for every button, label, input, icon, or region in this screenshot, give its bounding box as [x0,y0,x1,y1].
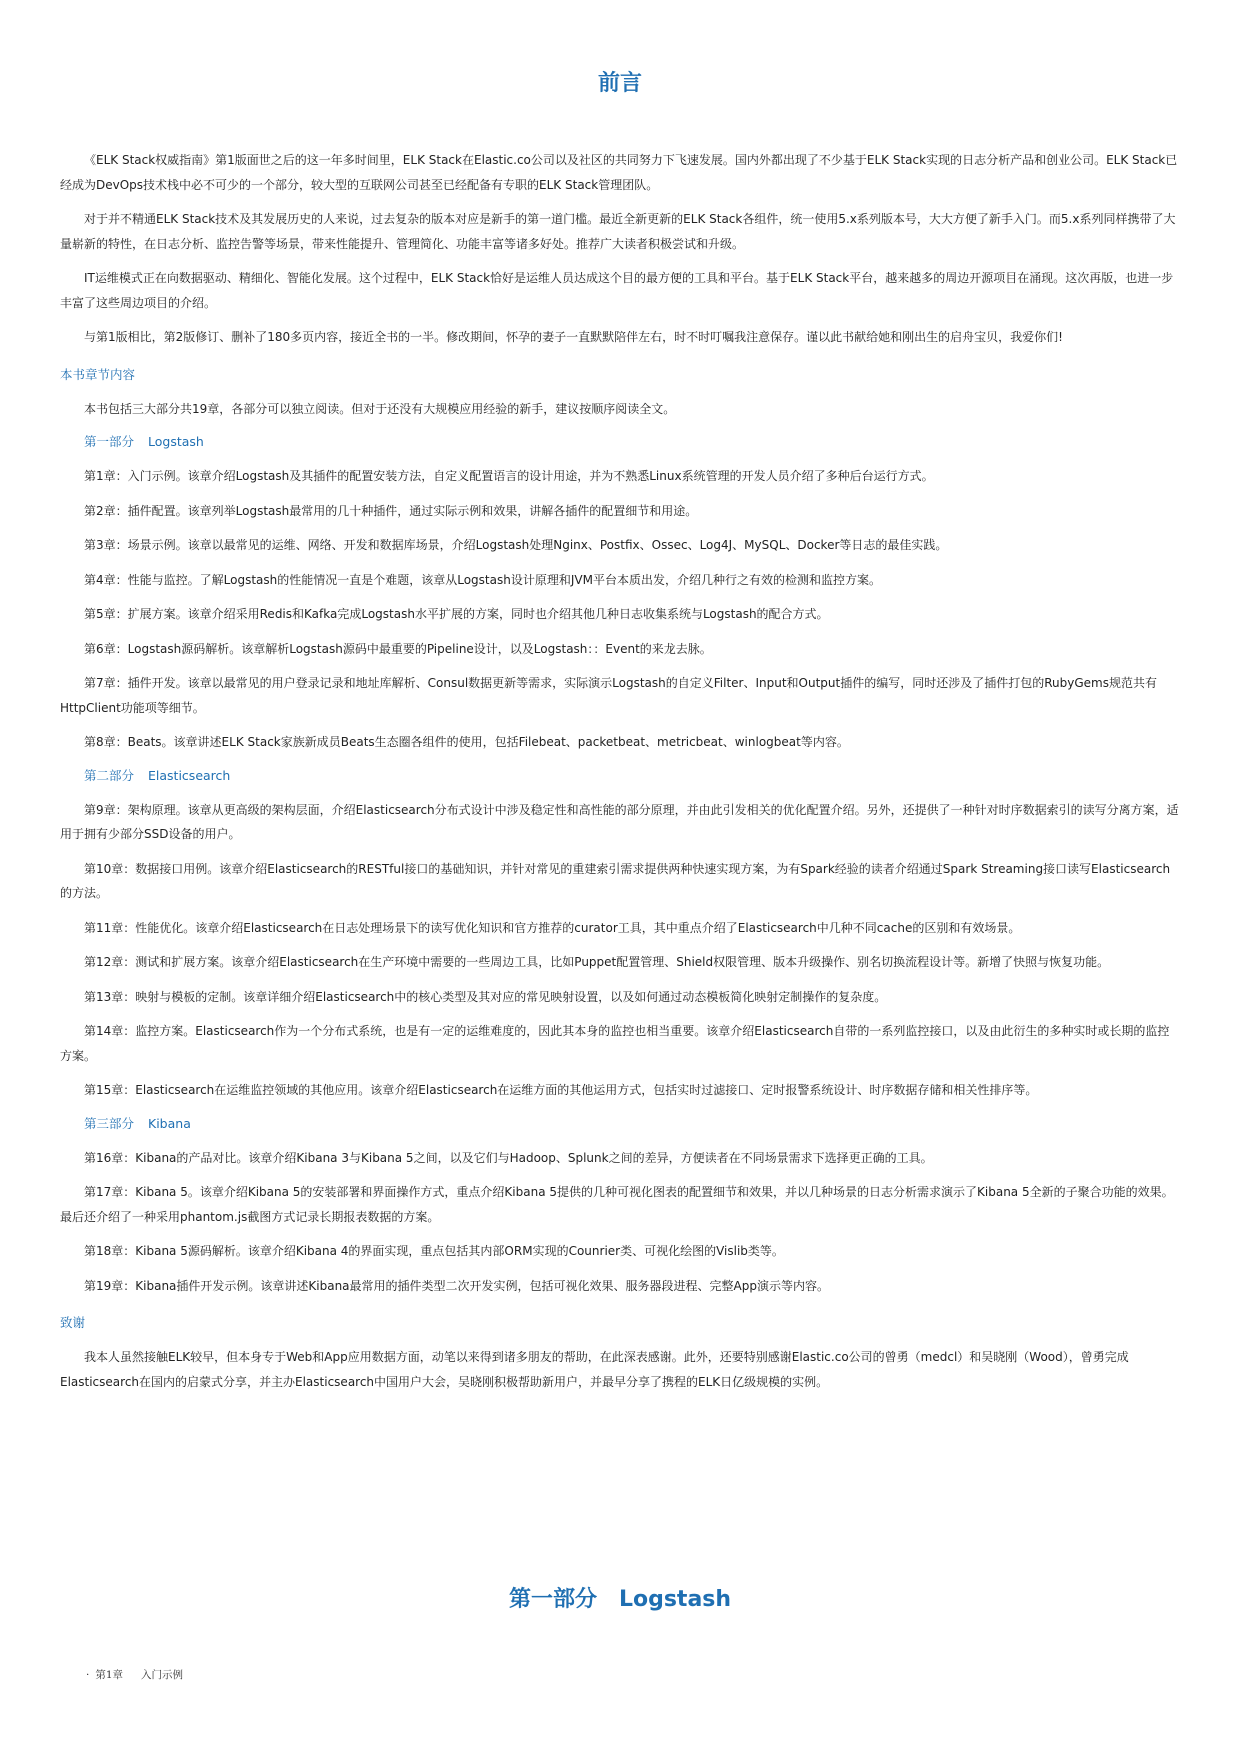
footer-chapter-number: 第1章 [95,1669,124,1681]
section-heading-thanks: 致谢 [60,1315,86,1330]
chapter-summary: 第19章：Kibana插件开发示例。该章讲述Kibana最常用的插件类型二次开发实例，包括可视化效果、服务器段进程、完整App演示等内容。 [84,1278,829,1293]
section-heading-chapters: 本书章节内容 [60,366,136,382]
part-label: 第三部分 [84,1115,135,1131]
chapter-summary: 第18章：Kibana 5源码解析。该章介绍Kibana 4的界面实现，重点包括其内部ORM实现的Counrier类、可视化绘图的Vislib类等。 [84,1244,784,1258]
chapters-intro: 本书包括三大部分共19章，各部分可以独立阅读。但对于还没有大规模应用经验的新手，建议按顺序阅读全文。 [84,401,676,416]
page-title: 前言 [597,71,642,96]
part-heading-elasticsearch [60,764,1180,788]
chapter-summary: 第3章：场景示例。该章以最常见的运维、网络、开发和数据库场景，介绍Logstash处理Nginx、Postfix、Ossec、Log4J、MySQL、Docker等日志的最佳实践。 [84,538,948,552]
chapter-summary: 第13章：映射与模板的定制。该章详细介绍Elasticsearch中的核心类型及其对应的常见映射设置，以及如何通过动态模板简化映射定制操作的复杂度。 [84,989,887,1004]
part-name: Elasticsearch [148,767,231,783]
part-one-title [0,1582,1240,1613]
part-heading-kibana [60,1112,1180,1136]
footer-dot: · [86,1669,90,1681]
chapter-summary: 第16章：Kibana的产品对比。该章介绍Kibana 3与Kibana 5之间，以及它们与Hadoop、Splunk之间的差异，方便读者在不同场景需求下选择更正确的工具。 [84,1150,933,1165]
part-title-name: Logstash [618,1587,732,1612]
part-label: 第一部分 [84,434,135,449]
chapter-summary: 第11章：性能优化。该章介绍Elasticsearch在日志处理场景下的读写优化知识和官方推荐的curator工具，其中重点介绍了Elasticsearch中几种不同cache的区别和有效场景。 [84,920,1021,935]
thanks-paragraph: 我本人虽然接触ELK较早，但本身专于Web和App应用数据方面，动笔以来得到诸多朋友的帮助，在此深表感谢。此外，还要特别感谢Elastic.co公司的曾勇（medcl）和吴晓刚（Wood），曾勇完成Elasticsearch在国内的启蒙式分享，并主办Elasticsearch中国用户大会，吴晓刚积极帮助新用户，并最早分享了携程的ELK日亿级规模的实例。 [60,1350,1129,1389]
chapter-summary: 第8章：Beats。该章讲述ELK Stack家族新成员Beats生态圈各组件的使用，包括Filebeat、packetbeat、metricbeat、winlogbeat等内容。 [84,735,849,749]
chapter-summary: 第6章：Logstash源码解析。该章解析Logstash源码中最重要的Pipeline设计，以及Logstash：：Event的来龙去脉。 [84,641,712,656]
page-footer [86,1667,183,1682]
preface-body [60,148,1180,1394]
chapter-summary: 第14章：监控方案。Elasticsearch作为一个分布式系统，也是有一定的运维难度的，因此其本身的监控也相当重要。该章介绍Elasticsearch自带的一系列监控接口，以及由此衍生的多种实时或长期的监控方案。 [60,1024,1170,1063]
chapter-summary: 第9章：架构原理。该章从更高级的架构层面，介绍Elasticsearch分布式设计中涉及稳定性和高性能的部分原理，并由此引发相关的优化配置介绍。另外，还提供了一种针对时序数据索引的读写分离方案，适用于拥有少部分SSD设备的用户。 [60,802,1179,841]
chapter-summary: 第10章：数据接口用例。该章介绍Elasticsearch的RESTful接口的基础知识，并针对常见的重建索引需求提供两种快速实现方案，为有Spark经验的读者介绍通过Spark Streaming接口读写Elasticsearch的方法。 [60,861,1171,900]
chapter-summary: 第17章：Kibana 5。该章介绍Kibana 5的安装部署和界面操作方式，重点介绍Kibana 5提供的几种可视化图表的配置细节和效果，并以几种场景的日志分析需求演示了Kibana 5全新的子聚合功能的效果。最后还介绍了一种采用phantom.js截图方式记录长期报表数据的方案。 [60,1185,1174,1224]
intro-paragraph-4: 与第1版相比，第2版修订、删补了180多页内容，接近全书的一半。修改期间，怀孕的妻子一直默默陪伴左右，时不时叮嘱我注意保存。谨以此书献给她和刚出生的启舟宝贝，我爱你们! [84,330,1063,344]
intro-paragraph-3: IT运维模式正在向数据驱动、精细化、智能化发展。这个过程中，ELK Stack恰好是运维人员达成这个目的最方便的工具和平台。基于ELK Stack平台，越来越多的周边开源项目在涌现。这次再版，也进一步丰富了这些周边项目的介绍。 [60,271,1174,310]
part-heading-logstash [60,430,1180,454]
part-label: 第二部分 [84,767,135,783]
chapter-summary: 第4章：性能与监控。了解Logstash的性能情况一直是个难题，该章从Logstash设计原理和JVM平台本质出发，介绍几种行之有效的检测和监控方案。 [84,572,881,587]
part-name: Logstash [148,434,204,449]
chapter-summary: 第1章：入门示例。该章介绍Logstash及其插件的配置安装方法，自定义配置语言的设计用途，并为不熟悉Linux系统管理的开发人员介绍了多种后台运行方式。 [84,469,934,483]
chapter-summary: 第7章：插件开发。该章以最常见的用户登录记录和地址库解析、Consul数据更新等需求，实际演示Logstash的自定义Filter、Input和Output插件的编写，同时还涉及了插件打包的RubyGems规范共有HttpClient功能项等细节。 [60,676,1157,715]
part-name: Kibana [148,1115,191,1131]
chapter-summary: 第15章：Elasticsearch在运维监控领域的其他应用。该章介绍Elasticsearch在运维方面的其他运用方式，包括实时过滤接口、定时报警系统设计、时序数据存储和相关性排序等。 [84,1083,1038,1097]
part-title-label: 第一部分 [508,1587,597,1612]
chapter-summary: 第12章：测试和扩展方案。该章介绍Elasticsearch在生产环境中需要的一些周边工具，比如Puppet配置管理、Shield权限管理、版本升级操作、别名切换流程设计等。新增了快照与恢复功能。 [84,955,1110,969]
footer-chapter-name: 入门示例 [141,1669,184,1681]
intro-paragraph-2: 对于并不精通ELK Stack技术及其发展历史的人来说，过去复杂的版本对应是新手的第一道门槛。最近全新更新的ELK Stack各组件，统一使用5.x系列版本号，大大方便了新手入门。而5.x系列同样携带了大量崭新的特性，在日志分析、监控告警等场景，带来性能提升、管理简化、功能丰富等诸多好处。推荐广大读者积极尝试和升级。 [60,212,1176,251]
intro-paragraph-1: 《ELK Stack权威指南》第1版面世之后的这一年多时间里，ELK Stack在Elastic.co公司以及社区的共同努力下飞速发展。国内外都出现了不少基于ELK Stack实现的日志分析产品和创业公司。ELK Stack已经成为DevOps技术栈中必不可少的一个部分，较大型的互联网公司甚至已经配备有专职的ELK Stack管理团队。 [60,153,1178,192]
chapter-summary: 第2章：插件配置。该章列举Logstash最常用的几十种插件，通过实际示例和效果，讲解各插件的配置细节和用途。 [84,503,698,518]
chapter-summary: 第5章：扩展方案。该章介绍采用Redis和Kafka完成Logstash水平扩展的方案，同时也介绍其他几种日志收集系统与Logstash的配合方式。 [84,607,829,621]
